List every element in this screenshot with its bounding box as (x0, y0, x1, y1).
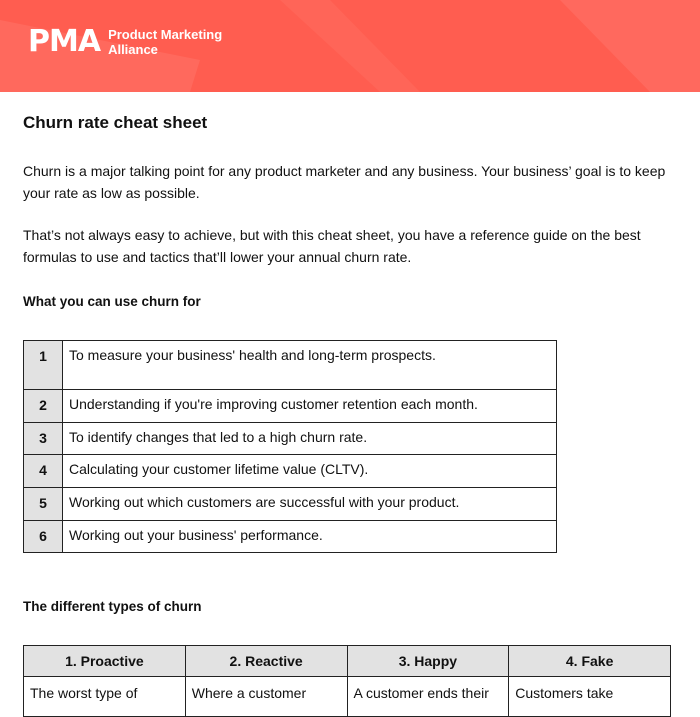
section-heading: The different types of churn (23, 599, 202, 614)
table-row (24, 488, 557, 521)
uses-table (23, 340, 557, 553)
row-text: To measure your business' health and long-term prospects. (63, 341, 557, 390)
row-number: 3 (24, 423, 63, 455)
cell: A customer ends their (347, 677, 509, 717)
column-header: 1. Proactive (24, 646, 186, 677)
cell: Customers take (509, 677, 671, 717)
column-header: 2. Reactive (185, 646, 347, 677)
cell: The worst type of (24, 677, 186, 717)
table-row (24, 341, 557, 390)
table-row (24, 390, 557, 423)
table-row (24, 455, 557, 488)
row-text: Understanding if you're improving customer retention each month. (63, 390, 557, 423)
column-header: 3. Happy (347, 646, 509, 677)
section-heading: What you can use churn for (23, 294, 201, 309)
logo-mark: PMA (28, 24, 101, 59)
cell: Where a customer (185, 677, 347, 717)
table-row (24, 677, 671, 717)
intro-paragraph: That’s not always easy to achieve, but with this cheat sheet, you have a reference guide on the best formulas to use and tactics that’ll lower your annual churn rate. (23, 227, 641, 265)
pma-logo[interactable] (28, 24, 223, 59)
table-row (24, 423, 557, 455)
row-text: Working out your business' performance. (63, 521, 557, 553)
logo-text: Product Marketing (108, 27, 223, 42)
table-row (24, 521, 557, 553)
intro-paragraph: Churn is a major talking point for any product marketer and any business. Your business’ goal is to keep your rate as low as possible. (23, 163, 666, 201)
row-number: 5 (24, 488, 63, 521)
churn-types-table (23, 645, 671, 717)
row-number: 2 (24, 390, 63, 423)
row-number: 4 (24, 455, 63, 488)
page-title: Churn rate cheat sheet (23, 113, 208, 132)
row-text: Calculating your customer lifetime value (CLTV). (63, 455, 557, 488)
logo-text: Alliance (108, 42, 158, 57)
row-text: To identify changes that led to a high churn rate. (63, 423, 557, 455)
row-text: Working out which customers are successful with your product. (63, 488, 557, 521)
row-number: 6 (24, 521, 63, 553)
row-number: 1 (24, 341, 63, 390)
header-banner (0, 0, 700, 92)
column-header: 4. Fake (509, 646, 671, 677)
